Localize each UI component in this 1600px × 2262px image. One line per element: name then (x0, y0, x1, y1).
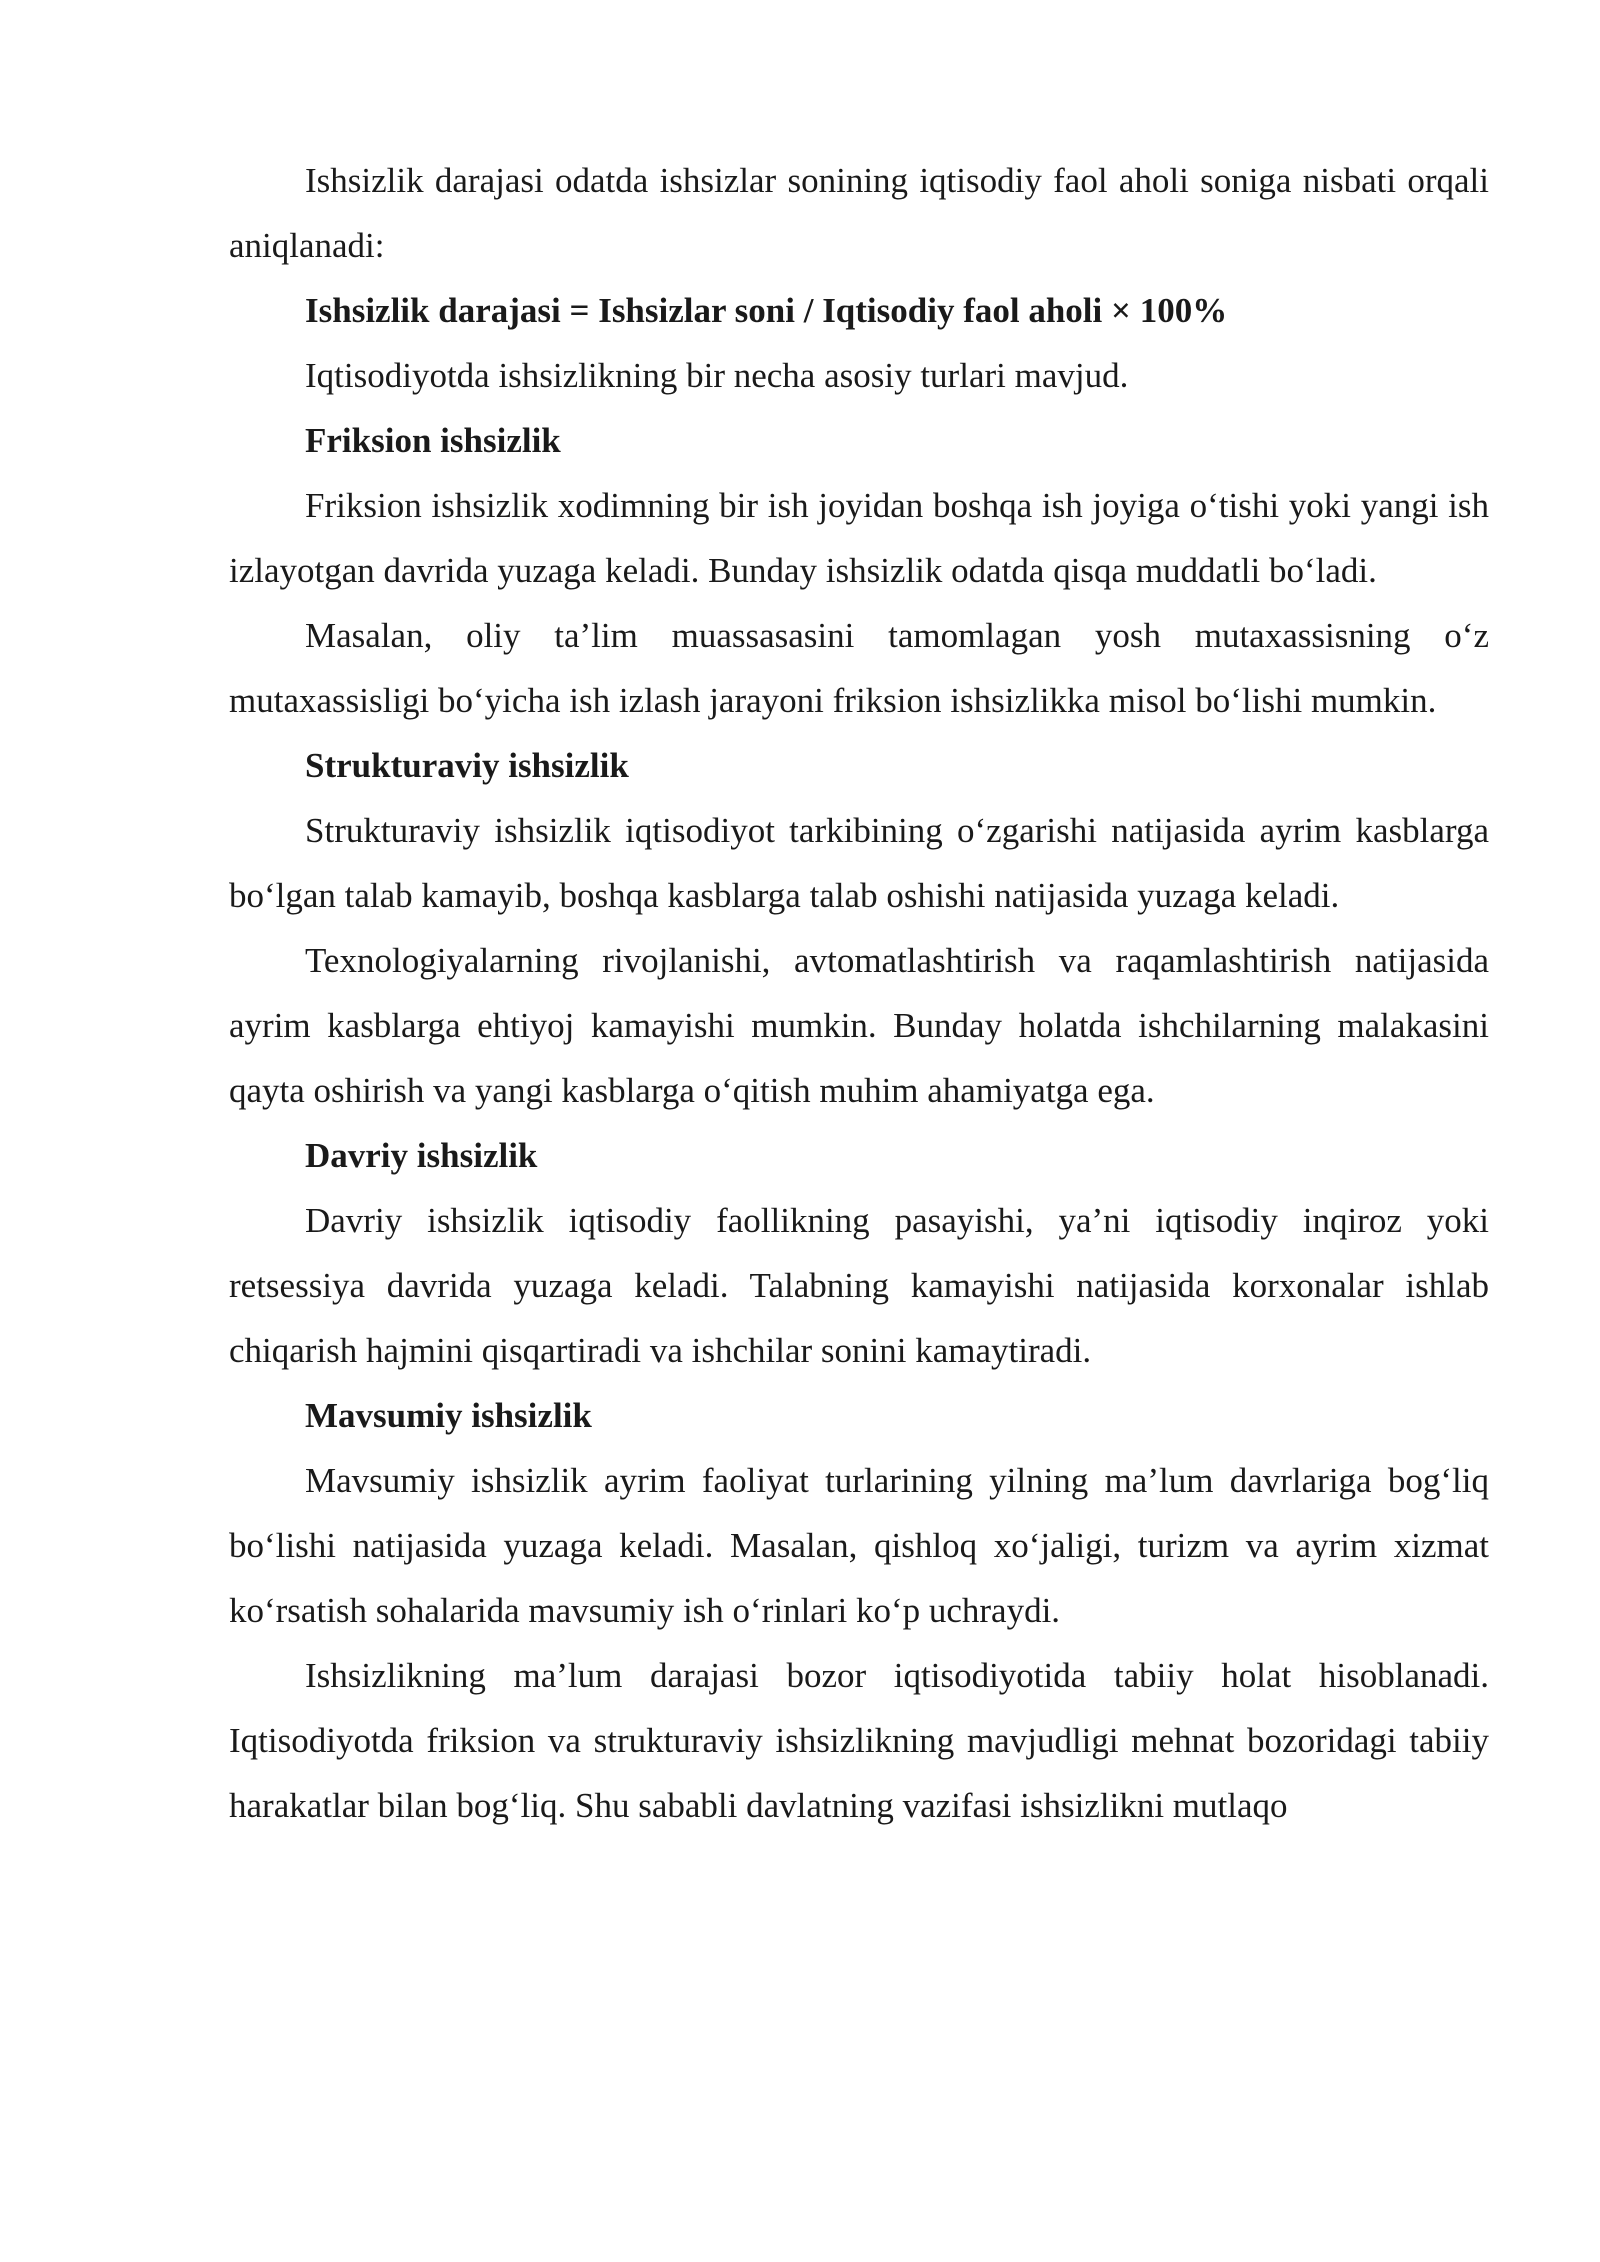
heading-seasonal: Mavsumiy ishsizlik (305, 1396, 592, 1435)
heading-cyclical: Davriy ishsizlik (305, 1136, 538, 1175)
paragraph-frictional-definition: Friksion ishsizlik xodimning bir ish joyidan boshqa ish joyiga o‘tishi yoki yangi ish izlayotgan davrida yuzaga keladi. Bunday ishsizlik odatda qisqa muddatli bo‘ladi. (229, 486, 1489, 590)
paragraph-structural-technology: Texnologiyalarning rivojlanishi, avtomatlashtirish va raqamlashtirish natijasida ayrim kasblarga ehtiyoj kamayishi mumkin. Bunday holatda ishchilarning malakasini qayta oshirish va yangi kasblarga o‘qitish muhim ahamiyatga ega. (229, 941, 1489, 1110)
heading-structural: Strukturaviy ishsizlik (305, 746, 629, 785)
paragraph-structural-definition: Strukturaviy ishsizlik iqtisodiyot tarkibining o‘zgarishi natijasida ayrim kasblarga bo‘lgan talab kamayib, boshqa kasblarga talab oshishi natijasida yuzaga keladi. (229, 811, 1489, 915)
formula-unemployment-rate: Ishsizlik darajasi = Ishsizlar soni / Iqtisodiy faol aholi × 100% (305, 291, 1228, 330)
paragraph-seasonal-definition: Mavsumiy ishsizlik ayrim faoliyat turlarining yilning ma’lum davrlariga bog‘liq bo‘lishi natijasida yuzaga keladi. Masalan, qishloq xo‘jaligi, turizm va ayrim xizmat ko‘rsatish sohalarida mavsumiy ish o‘rinlari ko‘p uchraydi. (229, 1461, 1489, 1630)
paragraph-natural-unemployment: Ishsizlikning ma’lum darajasi bozor iqtisodiyotida tabiiy holat hisoblanadi. Iqtisodiyotda friksion va strukturaviy ishsizlikning mavjudligi mehnat bozoridagi tabiiy harakatlar bilan bog‘liq. Shu sababli davlatning vazifasi ishsizlikni mutlaqo (229, 1656, 1489, 1825)
heading-frictional: Friksion ishsizlik (305, 421, 561, 460)
paragraph-frictional-example: Masalan, oliy ta’lim muassasasini tamomlagan yosh mutaxassisning o‘z mutaxassisligi bo‘yicha ish izlash jarayoni friksion ishsizlikka misol bo‘lishi mumkin. (229, 616, 1489, 720)
paragraph-cyclical-definition: Davriy ishsizlik iqtisodiy faollikning pasayishi, ya’ni iqtisodiy inqiroz yoki retsessiya davrida yuzaga keladi. Talabning kamayishi natijasida korxonalar ishlab chiqarish hajmini qisqartiradi va ishchilar sonini kamaytiradi. (229, 1201, 1489, 1370)
document-page (229, 148, 1489, 1838)
paragraph-types-intro: Iqtisodiyotda ishsizlikning bir necha asosiy turlari mavjud. (305, 356, 1129, 395)
paragraph-unemployment-rate-intro: Ishsizlik darajasi odatda ishsizlar sonining iqtisodiy faol aholi soniga nisbati orqali aniqlanadi: (229, 161, 1489, 265)
